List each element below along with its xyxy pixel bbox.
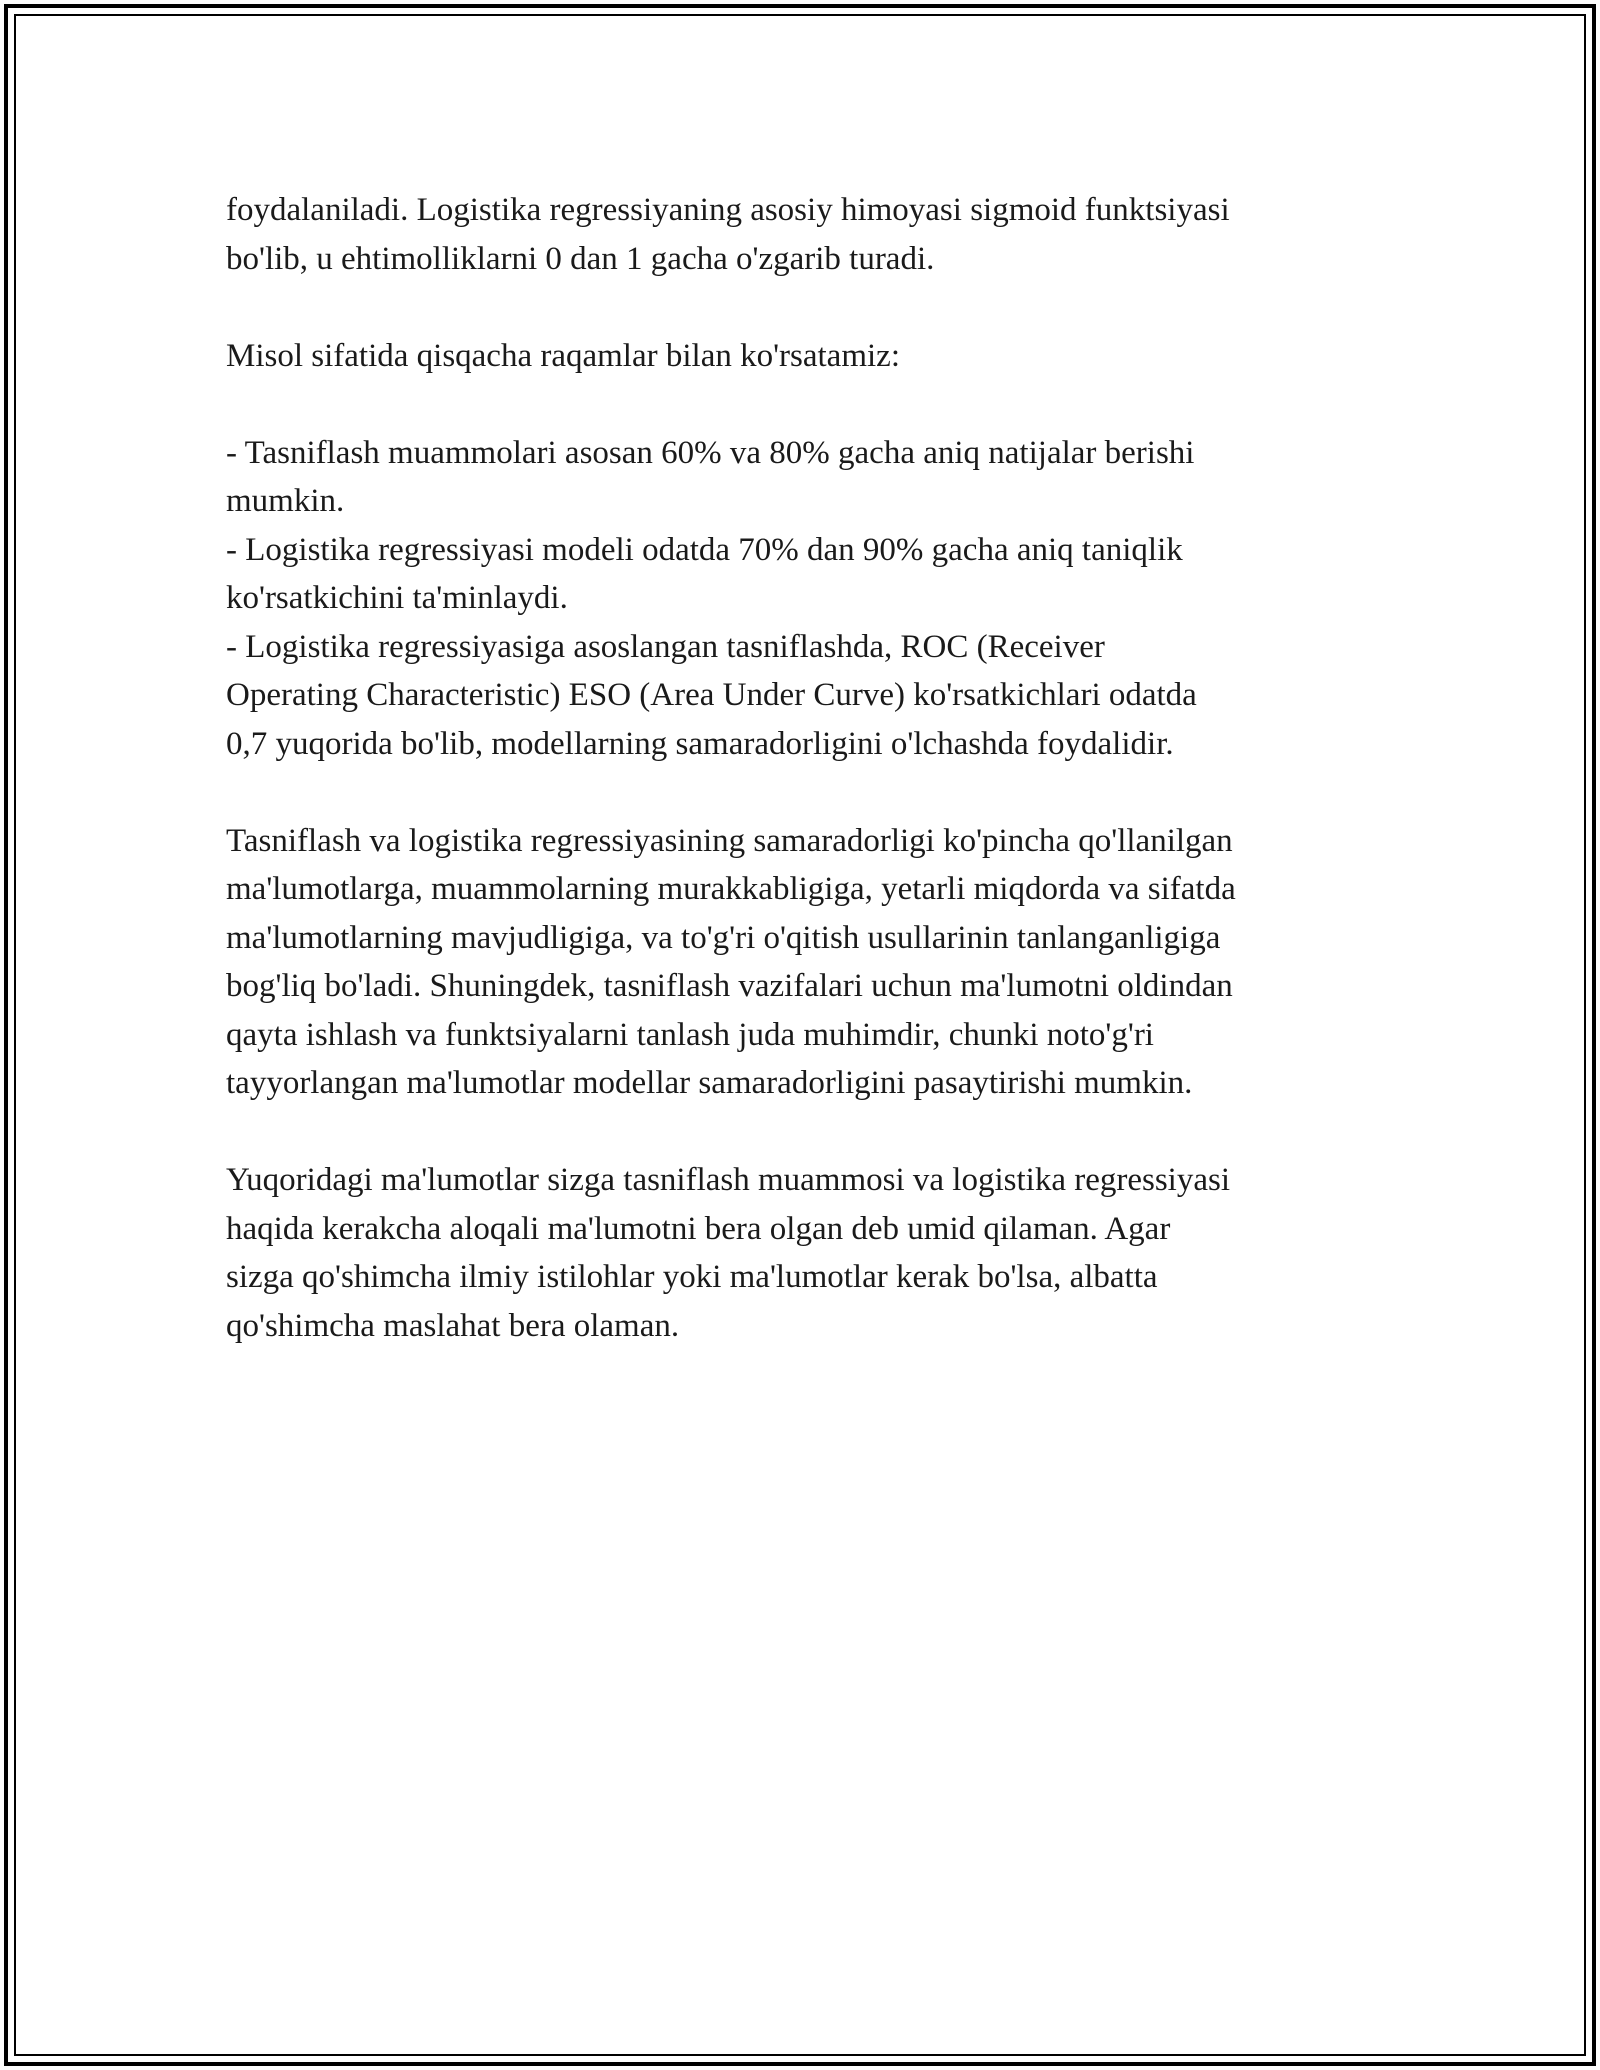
paragraph-example-lead: Misol sifatida qisqacha raqamlar bilan ko'rsatamiz: xyxy=(226,337,900,374)
list-item: - Tasniflash muammolari asosan 60% va 80% gacha aniq natijalar berishi mumkin. xyxy=(226,434,1195,519)
list-item: - Logistika regressiyasi modeli odatda 70% dan 90% gacha aniq taniqlik ko'rsatkichini ta'minlaydi. xyxy=(226,531,1183,616)
document-body xyxy=(226,186,1386,1399)
list-item: - Logistika regressiyasiga asoslangan tasniflashda, ROC (Receiver Operating Characteristic) ESO (Area Under Curve) ko'rsatkichlari odatda 0,7 yuqorida bo'lib, modellarning samaradorligini o'lchashda foydalidir. xyxy=(226,628,1197,762)
paragraph-conclusion: Yuqoridagi ma'lumotlar sizga tasniflash muammosi va logistika regressiyasi haqida kerakcha aloqali ma'lumotni bera olgan deb umid qilaman. Agar sizga qo'shimcha ilmiy istilohlar yoki ma'lumotlar kerak bo'lsa, albatta qo'shimcha maslahat bera olaman. xyxy=(226,1162,1231,1344)
paragraph-effectiveness: Tasniflash va logistika regressiyasining samaradorligi ko'pincha qo'llanilgan ma'lumotlarga, muammolarning murakkabligiga, yetarli miqdorda va sifatda ma'lumotlarning mavjudligiga, va to'g'ri o'qitish usullarinin tanlanganligiga bog'liq bo'ladi. Shuningdek, tasniflash vazifalari uchun ma'lumotni oldindan qayta ishlash va funktsiyalarni tanlash juda muhimdir, chunki noto'g'ri tayyorlangan ma'lumotlar modellar samaradorligini pasaytirishi mumkin. xyxy=(226,822,1236,1101)
paragraph-intro: foydalaniladi. Logistika regressiyaning asosiy himoyasi sigmoid funktsiyasi bo'lib, u ehtimolliklarni 0 dan 1 gacha o'zgarib turadi. xyxy=(226,192,1230,277)
